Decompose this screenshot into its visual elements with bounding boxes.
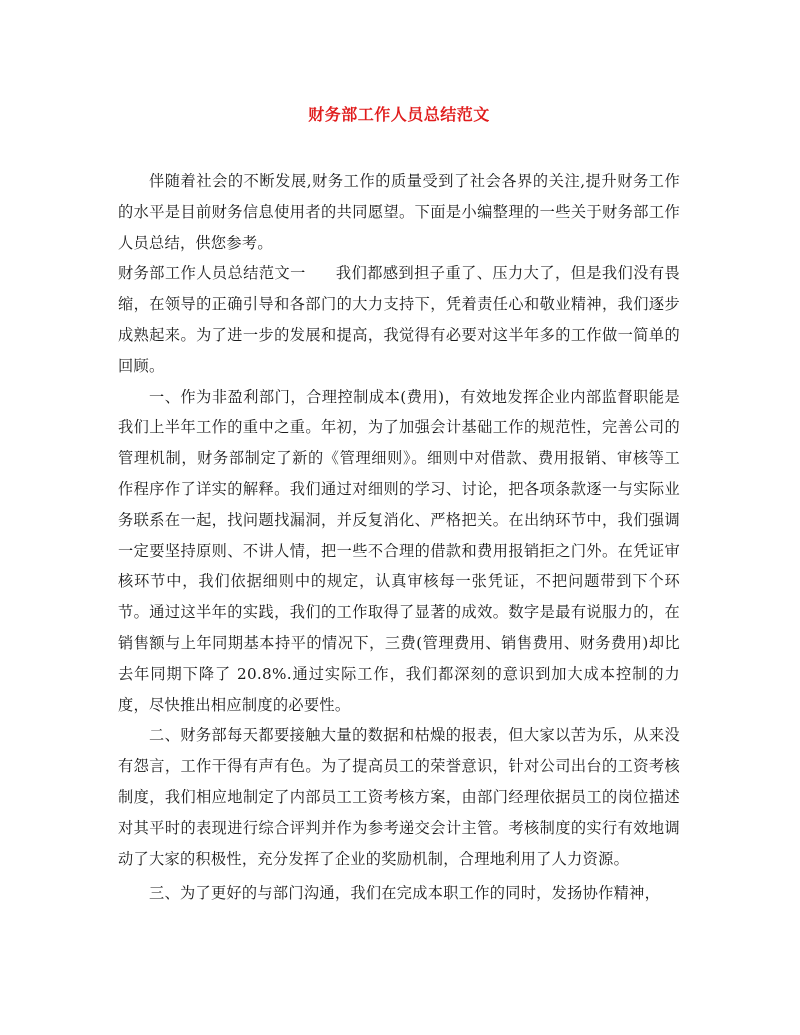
document-title: 财务部工作人员总结范文 [308, 105, 490, 124]
body-paragraph-1: 一、作为非盈利部门，合理控制成本(费用)，有效地发挥企业内部监督职能是我们上半年工作的重中之重。年初，为了加强会计基础工作的规范性，完善公司的管理机制，财务部制定了新的《管理细则》。细则中对借款、费用报销、审核等工作程序作了详实的解释。我们通过对细则的学习、讨论，把各项条款逐一与实际业务联系在一起，找问题找漏洞，并反复消化、严格把关。在出纳环节中，我们强调一定要坚持原则、不讲人情，把一些不合理的借款和费用报销拒之门外。在凭证审核环节中，我们依据细则中的规定，认真审核每一张凭证，不把问题带到下个环节。通过这半年的实践，我们的工作取得了显著的成效。数字是最有说服力的，在销售额与上年同期基本持平的情况下，三费(管理费用、销售费用、财务费用)却比去年同期下降了 20.8%.通过实际工作，我们都深刻的意识到加大成本控制的力度，尽快推出相应制度的必要性。 [118, 387, 680, 714]
section-lead-text: 我们都感到担子重了、压力大了，但是我们没有畏缩，在领导的正确引导和各部门的大力支持下，凭着责任心和敬业精神，我们逐步成熟起来。为了进一步的发展和提高，我觉得有必要对这半年多的工作做一简单的回顾。 [118, 264, 680, 375]
body-paragraph-2: 二、财务部每天都要接触大量的数据和枯燥的报表，但大家以苦为乐，从来没有怨言，工作干得有声有色。为了提高员工的荣誉意识，针对公司出台的工资考核制度，我们相应地制定了内部员工工资考核方案，由部门经理依据员工的岗位描述对其平时的表现进行综合评判并作为参考递交会计主管。考核制度的实行有效地调动了大家的积极性，充分发挥了企业的奖励机制，合理地利用了人力资源。 [118, 726, 680, 868]
section-paragraph [118, 258, 680, 381]
intro-paragraph: 伴随着社会的不断发展,财务工作的质量受到了社会各界的关注,提升财务工作的水平是目前财务信息使用者的共同愿望。下面是小编整理的一些关于财务部工作人员总结，供您参考。 [118, 172, 680, 252]
section-label: 财务部工作人员总结范文一 [118, 264, 306, 283]
body-paragraph-3: 三、为了更好的与部门沟通，我们在完成本职工作的同时，发扬协作精神， [149, 884, 661, 903]
